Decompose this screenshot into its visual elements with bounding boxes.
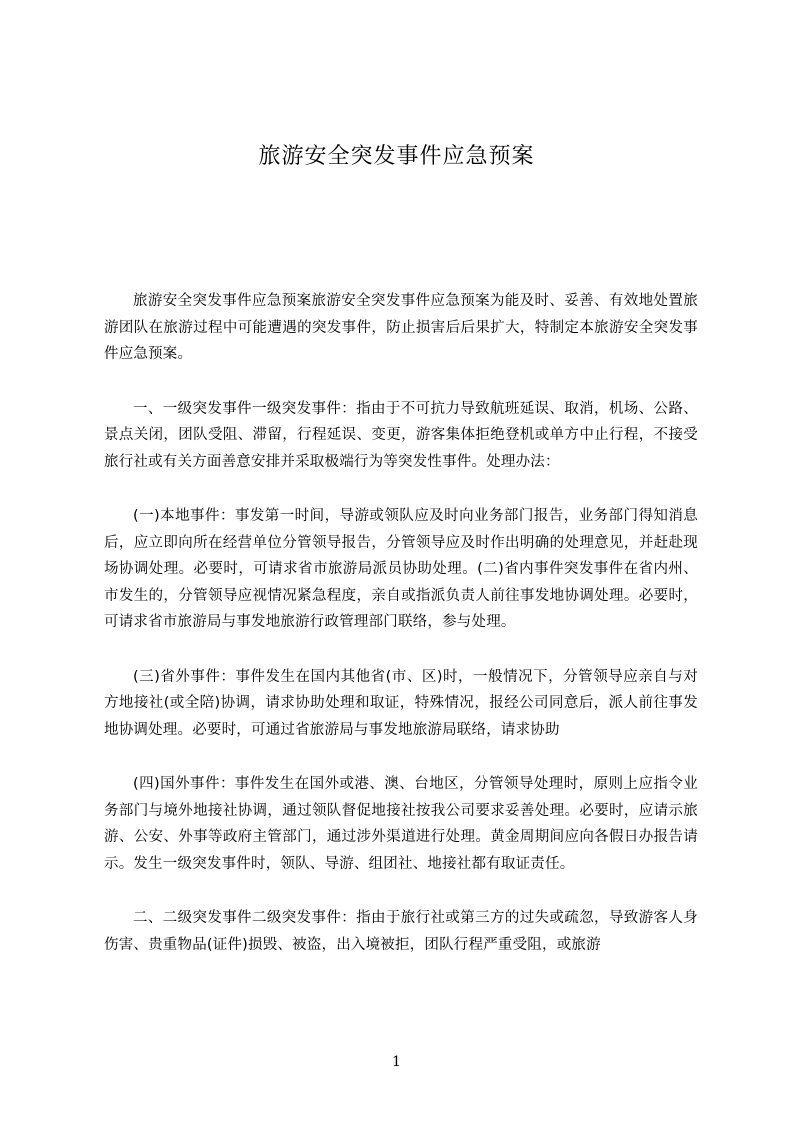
paragraph-out-of-province-event: (三)省外事件：事件发生在国内其他省(市、区)时，一般情况下，分管领导应亲自与对方地接社(或全陪)协调，请求协助处理和取证，特殊情况，报经公司同意后，派人前往事发地协调处理。必要时，可通过省旅游局与事发地旅游局联络，请求协助 (104, 668, 698, 738)
paragraph-level-one-event: 一、一级突发事件一级突发事件：指由于不可抗力导致航班延误、取消，机场、公路、景点关闭，团队受阻、滞留，行程延误、变更，游客集体拒绝登机或单方中止行程，不接受旅行社或有关方面善意安排并采取极端行为等突发性事件。处理办法： (104, 400, 698, 470)
paragraph-local-and-provincial-event: (一)本地事件：事发第一时间，导游或领队应及时向业务部门报告，业务部门得知消息后，应立即向所在经营单位分管领导报告，分管领导应及时作出明确的处理意见，并赶赴现场协调处理。必要时，可请求省市旅游局派员协助处理。(二)省内事件突发事件在省内州、市发生的，分管领导应视情况紧急程度，亲自或指派负责人前往事发地协调处理。必要时，可请求省市旅游局与事发地旅游行政管理部门联络，参与处理。 (104, 508, 698, 630)
paragraph-intro: 旅游安全突发事件应急预案旅游安全突发事件应急预案为能及时、妥善、有效地处置旅游团队在旅游过程中可能遭遇的突发事件，防止损害后后果扩大，特制定本旅游安全突发事件应急预案。 (104, 293, 698, 362)
document-body (104, 288, 698, 986)
document-title: 旅游安全突发事件应急预案 (258, 144, 535, 169)
paragraph-level-two-event: 二、二级突发事件二级突发事件：指由于旅行社或第三方的过失或疏忽，导致游客人身伤害、贵重物品(证件)损毁、被盗，出入境被拒，团队行程严重受阻，或旅游 (104, 910, 698, 953)
paragraph-overseas-event: (四)国外事件：事件发生在国外或港、澳、台地区，分管领导处理时，原则上应指令业务部门与境外地接社协调，通过领队督促地接社按我公司要求妥善处理。必要时，应请示旅游、公安、外事等政府主管部门，通过涉外渠道进行处理。黄金周期间应向各假日办报告请示。发生一级突发事件时，领队、导游、组团社、地接社都有取证责任。 (104, 776, 698, 872)
page-number: 1 (392, 1054, 401, 1070)
